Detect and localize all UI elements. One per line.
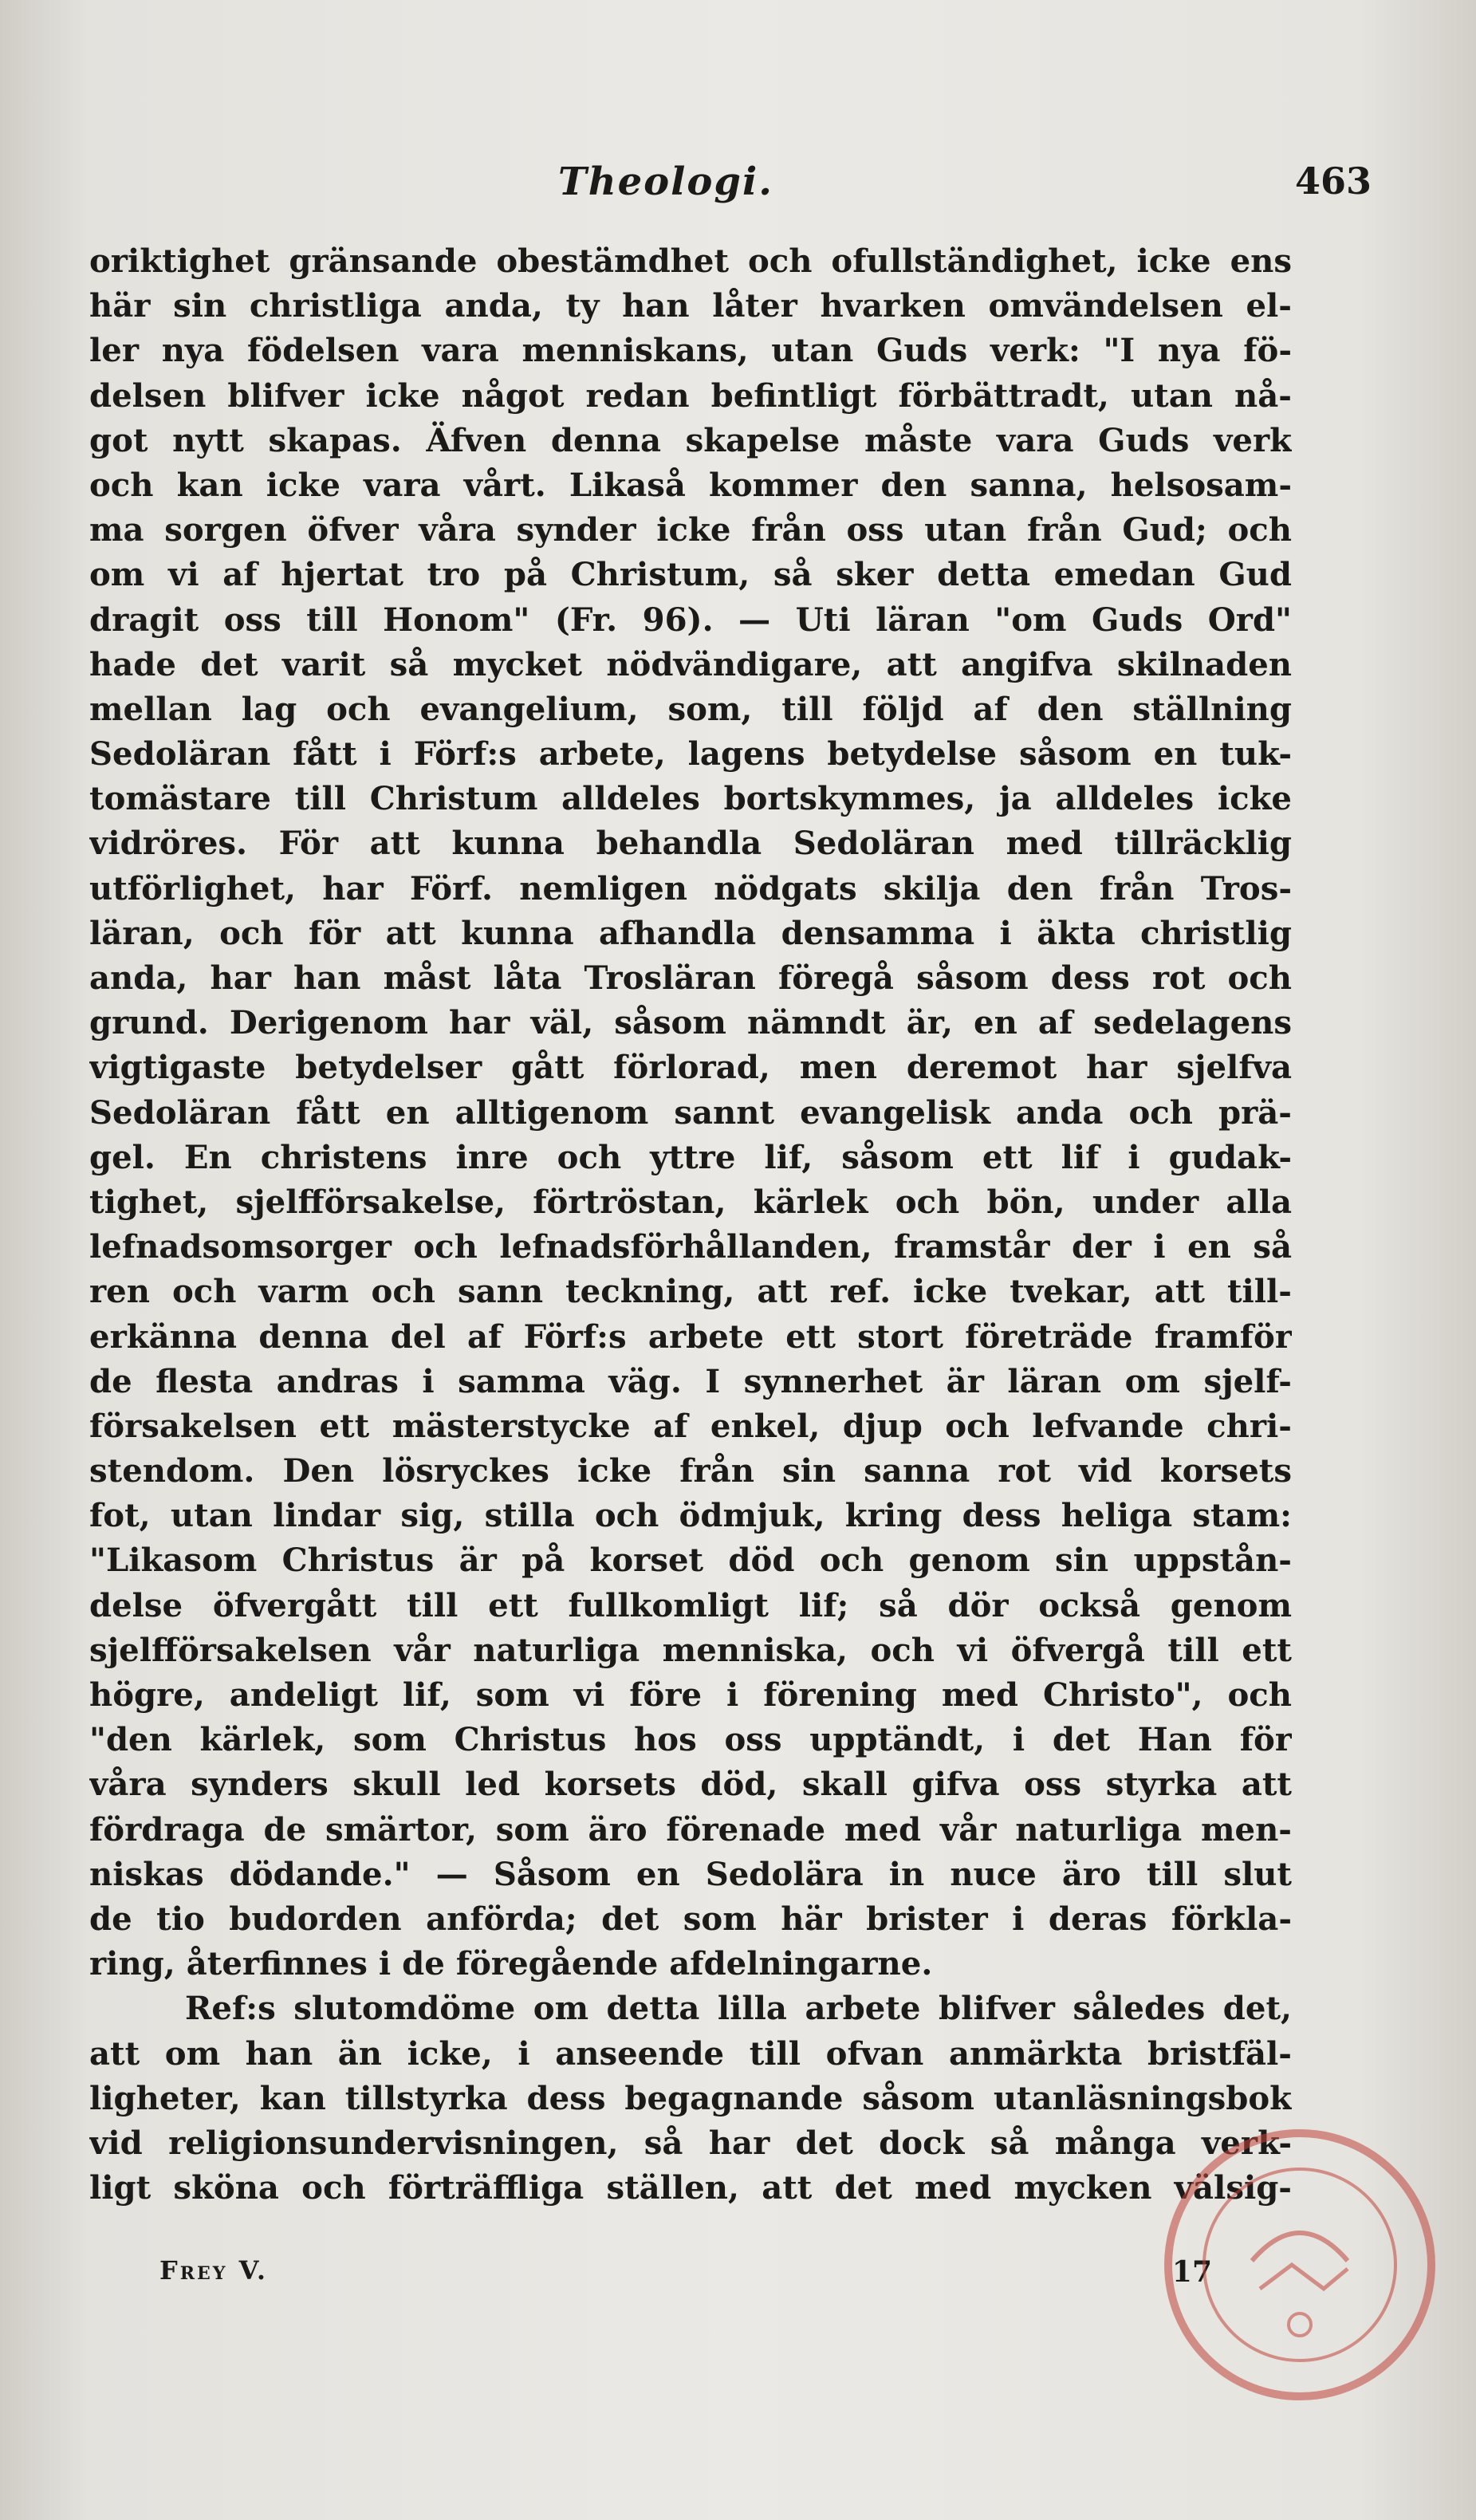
text-line: ler nya födelsen vara menniskans, utan Guds verk: "I nya fö- <box>89 332 1292 370</box>
signature-mark: Frey V. <box>159 2255 268 2286</box>
text-line: vidröres. För att kunna behandla Sedoläran med tillräcklig <box>89 825 1292 863</box>
running-title: Theologi. <box>558 159 773 204</box>
text-line: niskas dödande." — Såsom en Sedolära in nuce äro till slut <box>89 1855 1292 1893</box>
text-line: "Likasom Christus är på korset död och genom sin uppstån- <box>89 1542 1292 1580</box>
text-line: här sin christliga anda, ty han låter hvarken omvändelsen el- <box>89 287 1292 325</box>
body-text <box>89 239 1292 2211</box>
text-line: att om han än icke, i anseende till ofvan anmärkta bristfäl- <box>89 2034 1292 2073</box>
text-line: grund. Derigenom har väl, såsom nämndt är, en af sedelagens <box>89 1004 1292 1042</box>
page-header <box>96 159 1372 223</box>
text-line: mellan lag och evangelium, som, till följd af den ställning <box>89 690 1292 728</box>
text-line: våra synders skull led korsets död, skall gifva oss styrka att <box>89 1766 1292 1804</box>
library-stamp-icon <box>1156 2121 1443 2408</box>
page-number: 463 <box>1294 159 1372 203</box>
text-line: de tio budorden anförda; det som här brister i deras förkla- <box>89 1900 1292 1938</box>
text-line: oriktighet gränsande obestämdhet och ofullständighet, icke ens <box>89 242 1292 280</box>
text-line: fördraga de smärtor, som äro förenade med vår naturliga men- <box>89 1810 1292 1849</box>
text-line: Ref:s slutomdöme om detta lilla arbete blifver således det, <box>185 1990 1292 2028</box>
text-line: gel. En christens inre och yttre lif, såsom ett lif i gudak- <box>89 1138 1292 1176</box>
page-footer <box>159 2255 1212 2303</box>
text-line: got nytt skapas. Äfven denna skapelse måste vara Guds verk <box>89 421 1292 459</box>
text-line: högre, andeligt lif, som vi före i förening med Christo", och <box>89 1676 1292 1714</box>
text-line: tomästare till Christum alldeles bortskymmes, ja alldeles icke <box>89 780 1292 818</box>
text-line: delse öfvergått till ett fullkomligt lif; så dör också genom <box>89 1586 1292 1624</box>
text-line: fot, utan lindar sig, stilla och ödmjuk, kring dess heliga stam: <box>89 1497 1292 1535</box>
text-line: ring, återfinnes i de föregående afdelningarne. <box>89 1945 933 1983</box>
text-line: hade det varit så mycket nödvändigare, att angifva skilnaden <box>89 645 1292 683</box>
text-line: ren och varm och sann teckning, att ref. icke tvekar, att till- <box>89 1273 1292 1311</box>
sheet-number: 17 <box>1171 2255 1212 2289</box>
text-line: anda, har han måst låta Trosläran föregå såsom dess rot och <box>89 959 1292 997</box>
text-line: Sedoläran fått i Förf:s arbete, lagens betydelse såsom en tuk- <box>89 735 1292 774</box>
text-line: tighet, sjelfförsakelse, förtröstan, kärlek och bön, under alla <box>89 1183 1292 1221</box>
text-line: vid religionsundervisningen, så har det dock så många verk- <box>89 2124 1292 2162</box>
text-line: ligheter, kan tillstyrka dess begagnande såsom utanläsningsbok <box>89 2079 1292 2117</box>
text-line: utförlighet, har Förf. nemligen nödgats skilja den från Tros- <box>89 869 1292 908</box>
text-line: dragit oss till Honom" (Fr. 96). — Uti läran "om Guds Ord" <box>89 600 1292 639</box>
text-line: Sedoläran fått en alltigenom sannt evangelisk anda och prä- <box>89 1093 1292 1132</box>
text-line: försakelsen ett mästerstycke af enkel, djup och lefvande chri- <box>89 1407 1292 1445</box>
text-line: stendom. Den lösryckes icke från sin sanna rot vid korsets <box>89 1452 1292 1490</box>
text-line: ma sorgen öfver våra synder icke från oss utan från Gud; och <box>89 511 1292 549</box>
text-line: lefnadsomsorger och lefnadsförhållanden, framstår der i en så <box>89 1228 1292 1266</box>
text-line: de flesta andras i samma väg. I synnerhet är läran om sjelf- <box>89 1362 1292 1400</box>
text-line: och kan icke vara vårt. Likaså kommer den sanna, helsosam- <box>89 466 1292 504</box>
text-line: läran, och för att kunna afhandla densamma i äkta christlig <box>89 914 1292 952</box>
text-line: "den kärlek, som Christus hos oss upptändt, i det Han för <box>89 1721 1292 1759</box>
text-line: sjelfförsakelsen vår naturliga menniska, och vi öfvergå till ett <box>89 1631 1292 1669</box>
text-line: ligt sköna och förträffliga ställen, att det med mycken välsig- <box>89 2169 1292 2207</box>
text-line: vigtigaste betydelser gått förlorad, men deremot har sjelfva <box>89 1049 1292 1087</box>
text-line: delsen blifver icke något redan befintligt förbättradt, utan nå- <box>89 376 1292 415</box>
text-line: om vi af hjertat tro på Christum, så sker detta emedan Gud <box>89 556 1292 594</box>
text-line: erkänna denna del af Förf:s arbete ett stort företräde framför <box>89 1317 1292 1356</box>
